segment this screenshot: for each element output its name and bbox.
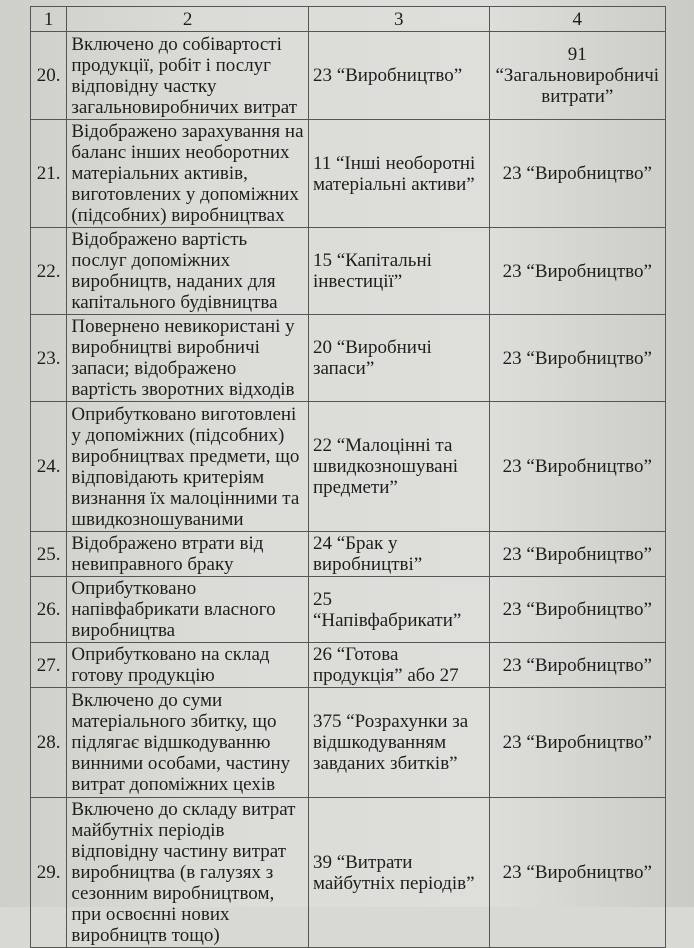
table-row (31, 798, 666, 948)
row-debit-account: 11 “Інші необоротні матеріальні активи” (308, 120, 489, 228)
row-number: 27. (31, 643, 67, 688)
row-credit-account: 23 “Виробництво” (489, 798, 665, 948)
header-cell-num: 1 (31, 7, 67, 32)
table-row (31, 532, 666, 577)
row-credit-account: 23 “Виробництво” (489, 643, 665, 688)
accounting-entries-table (30, 6, 666, 948)
row-credit-account: 23 “Виробництво” (489, 688, 665, 798)
row-number: 29. (31, 798, 67, 948)
row-debit-account: 24 “Брак у виробництві” (308, 532, 489, 577)
row-number: 21. (31, 120, 67, 228)
table-row (31, 315, 666, 402)
row-credit-account: 23 “Виробництво” (489, 120, 665, 228)
row-credit-account: 23 “Виробництво” (489, 577, 665, 643)
row-description: Оприбутковано на склад готову продукцію (67, 643, 309, 688)
row-number: 25. (31, 532, 67, 577)
table-row (31, 228, 666, 315)
table-row (31, 120, 666, 228)
table-row (31, 643, 666, 688)
row-credit-account: 23 “Виробництво” (489, 532, 665, 577)
row-description: Повернено невикористані у виробництві виробничі запаси; відображено вартість зворотних відходів (67, 315, 309, 402)
row-debit-account: 22 “Малоцінні та швидкозношувані предмети” (308, 402, 489, 532)
row-debit-account: 26 “Готова продукція” або 27 (308, 643, 489, 688)
row-credit-account: 91 “Загальновиробничі витрати” (489, 32, 665, 120)
row-description: Відображено вартість послуг допоміжних виробництв, наданих для капітального будівництва (67, 228, 309, 315)
table-row (31, 688, 666, 798)
row-debit-account: 39 “Витрати майбутніх періодів” (308, 798, 489, 948)
row-description: Оприбутковано напівфабрикати власного виробництва (67, 577, 309, 643)
row-debit-account: 375 “Розрахунки за відшкодуванням завданих збитків” (308, 688, 489, 798)
row-description: Включено до складу витрат майбутніх періодів відповідну частину витрат виробництва (в галузях з сезонним виробництвом, при освоєнні нових виробництв тощо) (67, 798, 309, 948)
header-row (31, 7, 666, 32)
row-debit-account: 20 “Виробничі запаси” (308, 315, 489, 402)
row-description: Відображено зарахування на баланс інших необоротних матеріальних активів, виготовлених у допоміжних (підсобних) виробництвах (67, 120, 309, 228)
row-number: 26. (31, 577, 67, 643)
row-credit-account: 23 “Виробництво” (489, 228, 665, 315)
row-description: Оприбутковано виготовлені у допоміжних (підсобних) виробництвах предмети, що відповідають критеріям визнання їх малоцінними та швидкозношуваними (67, 402, 309, 532)
row-description: Включено до суми матеріального збитку, що підлягає відшкодуванню винними особами, частину витрат допоміжних цехів (67, 688, 309, 798)
header-cell-credit: 4 (489, 7, 665, 32)
table-row (31, 402, 666, 532)
row-description: Включено до собівартості продукції, робіт і послуг відповідну частку загальновиробничих витрат (67, 32, 309, 120)
row-number: 28. (31, 688, 67, 798)
row-credit-account: 23 “Виробництво” (489, 402, 665, 532)
table-row (31, 32, 666, 120)
row-debit-account: 23 “Виробництво” (308, 32, 489, 120)
row-credit-account: 23 “Виробництво” (489, 315, 665, 402)
row-number: 22. (31, 228, 67, 315)
header-cell-debit: 3 (308, 7, 489, 32)
table-row (31, 577, 666, 643)
header-cell-description: 2 (67, 7, 309, 32)
row-number: 20. (31, 32, 67, 120)
row-debit-account: 15 “Капітальні інвестиції” (308, 228, 489, 315)
row-description: Відображено втрати від невиправного браку (67, 532, 309, 577)
row-number: 24. (31, 402, 67, 532)
row-debit-account: 25 “Напівфабрикати” (308, 577, 489, 643)
row-number: 23. (31, 315, 67, 402)
